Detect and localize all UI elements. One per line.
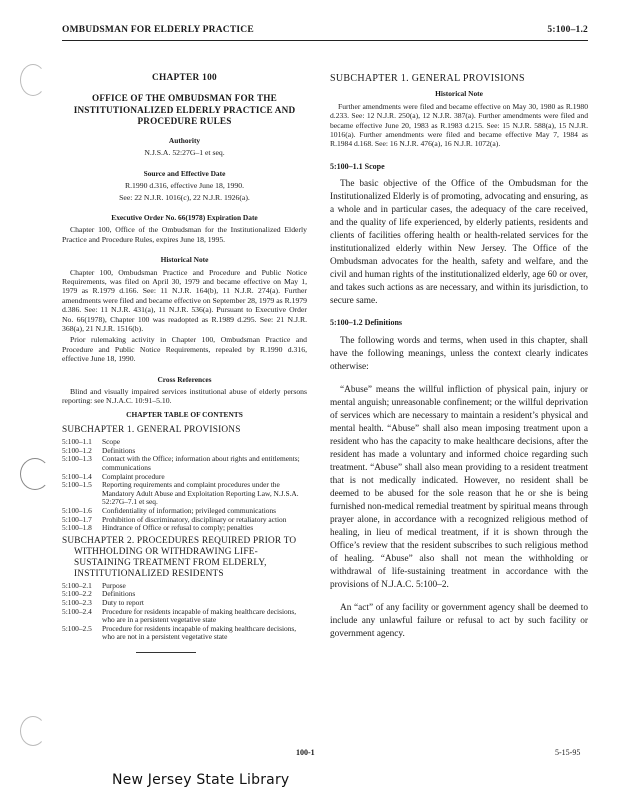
toc-entry-number: 5:100–1.5 xyxy=(62,480,92,490)
toc-entry-number: 5:100–1.1 xyxy=(62,437,92,447)
toc-subchapter-title: SUBCHAPTER 1. GENERAL PROVISIONS xyxy=(62,425,241,436)
toc-entry xyxy=(62,524,307,533)
toc-heading: CHAPTER TABLE OF CONTENTS xyxy=(126,409,243,419)
historical-note-heading: Historical Note xyxy=(160,255,209,265)
toc-entry-title: Definitions xyxy=(102,589,136,599)
toc-entry-title: Complaint procedure xyxy=(102,471,165,481)
toc-entry xyxy=(62,590,307,599)
left-column xyxy=(62,74,307,653)
toc-entry-number: 5:100–2.2 xyxy=(62,589,92,599)
section-heading-scope: 5:100–1.1 Scope xyxy=(330,161,385,171)
toc-entry-title: Definitions xyxy=(102,445,136,455)
historical-note-paragraph: Chapter 100, Ombudsman Practice and Procedure and Public Notice Requirements, was filed on April 30, 1979 and became effective on May 1, 1979 as R.1979 d.166. See: 11 N.J.R. 164(b), 11 N.J.R. 274(a). Further amendments were filed and became effective on September 28, 1979 as R.1979 d.386. See: 11 N.J.R. 431(a), 11 N.J.R. 536(a). Pursuant to Executive Order No. 66(1978), Chapter 100 was readopted as R.1989 d.295. See: 21 N.J.R. 368(a), 21 N.J.R. 1516(b). xyxy=(62,267,307,333)
punch-hole-mark xyxy=(20,64,46,96)
punch-hole-mark xyxy=(20,458,50,490)
toc-entry-title: Purpose xyxy=(102,580,126,590)
toc-entry xyxy=(62,582,307,591)
right-column xyxy=(330,74,588,651)
scope-paragraph: The basic objective of the Office of the Ombudsman for the Institutionalized Elderly is of promoting, advocating and ensuring, as a whole and in particular cases, the adequacy of the care received, and the quality of life experienced, by elderly patients, residents and clients of facilities offering health or health-related services for the institutionalized elderly within New Jersey. The Office of the Ombudsman advocates for the health, safety and welfare, and the civil and human rights of the institutionalized elderly, age 60 or over, and takes such actions as are necessary, and within its jurisdiction, to secure same. xyxy=(330,179,588,307)
definition-act: An “act” of any facility or government agency shall be deemed to include any unlawful failure or refusal to act by such facility or government agency. xyxy=(330,602,588,639)
running-header-title: OMBUDSMAN FOR ELDERLY PRACTICE xyxy=(62,25,254,35)
cross-references-text: Blind and visually impaired services institutional abuse of elderly persons reporting: see N.J.A.C. 10:91–5.10. xyxy=(62,387,307,406)
toc-entry-number: 5:100–2.1 xyxy=(62,580,92,590)
toc-entry-number: 5:100–1.4 xyxy=(62,471,92,481)
page-number: 100-1 xyxy=(296,748,315,757)
toc-entry xyxy=(62,608,307,625)
toc-entry-number: 5:100–2.5 xyxy=(62,623,92,633)
authority-text: N.J.S.A. 52:27G–1 et seq. xyxy=(144,148,225,158)
toc-entry-number: 5:100–1.6 xyxy=(62,506,92,515)
exec-order-heading: Executive Order No. 66(1978) Expiration Date xyxy=(111,212,258,222)
cross-references-heading: Cross References xyxy=(157,374,212,384)
toc-entry-title: Prohibition of discriminatory, disciplinary or retaliatory action xyxy=(102,514,287,524)
chapter-title: OFFICE OF THE OMBUDSMAN FOR THE INSTITUTIONALIZED ELDERLY PRACTICE AND PROCEDURE RULES xyxy=(73,93,296,127)
running-header-section: 5:100–1.2 xyxy=(547,25,588,35)
toc-entry-title: Procedure for residents incapable of making healthcare decisions, who are not in a persistent vegetative state xyxy=(102,623,297,642)
toc-entry xyxy=(62,481,307,507)
toc-entry xyxy=(62,455,307,472)
toc-entry-title: Contact with the Office; information about rights and entitlements; communications xyxy=(102,454,300,473)
toc-entry-title: Procedure for residents incapable of making healthcare decisions, who are in a persistent vegetative state xyxy=(102,606,297,625)
source-line: See: 22 N.J.R. 1016(c), 22 N.J.R. 1926(a). xyxy=(119,192,250,202)
chapter-number: CHAPTER 100 xyxy=(151,73,218,83)
toc-subchapter-title: SUBCHAPTER 2. PROCEDURES REQUIRED PRIOR TO WITHHOLDING OR WITHDRAWING LIFE-SUSTAINING TREATMENT FROM ELDERLY, INSTITUTIONALIZED RESIDENTS xyxy=(62,535,297,579)
source-heading: Source and Effective Date xyxy=(143,168,226,178)
toc-entry-number: 5:100–1.2 xyxy=(62,445,92,455)
toc-entry-number: 5:100–1.8 xyxy=(62,523,92,533)
definition-abuse: “Abuse” means the willful infliction of physical pain, injury or mental anguish; unreasonable confinement; or the willful deprivation of services which are necessary to maintain a resident’s physical and mental health. “Abuse” shall also mean imposing treatment upon a resident who has the capacity to make healthcare decisions, after the resident has made a voluntary and informed choice regarding such treatment. “Abuse” shall also mean providing to a resident treatment that is not medically indicated. However, no resident shall be deemed to be abused for the sole reason that he or she is being furnished non-medical remedial treatment by spiritual means through prayer alone, in accordance with a recognized religious method of healing, in lieu of medical treatment, if it is shown through the Office’s review that the resident subscribes to such religious method of healing. “Abuse” also shall not mean the withholding or withdrawal of life-sustaining treatment in accordance with the provisions of N.J.A.C. 5:100–2. xyxy=(330,384,588,590)
header-rule xyxy=(62,40,588,41)
toc-entry-title: Reporting requirements and complaint procedures under the Mandatory Adult Abuse and Exploitation Reporting Law, N.J.S.A. 52:27G–7.1 et seq. xyxy=(102,480,299,507)
toc-entry-title: Hindrance of Office or refusal to comply; penalties xyxy=(102,523,254,533)
toc-list xyxy=(62,438,307,533)
authority-heading: Authority xyxy=(168,135,201,145)
toc-entry-number: 5:100–1.7 xyxy=(62,514,92,524)
definitions-intro: The following words and terms, when used in this chapter, shall have the following meanings, unless the context clearly indicates otherwise: xyxy=(330,335,588,372)
end-rule xyxy=(136,652,196,653)
toc-entry-number: 5:100–2.4 xyxy=(62,606,92,616)
historical-note-heading: Historical Note xyxy=(435,89,483,99)
source-line: R.1990 d.316, effective June 18, 1990. xyxy=(125,181,244,191)
toc-list xyxy=(62,582,307,642)
historical-note-paragraph: Prior rulemaking activity in Chapter 100, Ombudsman Practice and Procedure and Public Notice Requirements, repealed by R.1990 d.316, effective June 18, 1990. xyxy=(62,335,307,364)
exec-order-text: Chapter 100, Office of the Ombudsman for the Institutionalized Elderly Practice and Procedure Rules, expires June 18, 1995. xyxy=(62,225,307,244)
toc-entry xyxy=(62,438,307,447)
toc-entry-title: Duty to report xyxy=(102,597,144,607)
subchapter-title: SUBCHAPTER 1. GENERAL PROVISIONS xyxy=(330,73,525,84)
section-heading-definitions: 5:100–1.2 Definitions xyxy=(330,318,402,328)
toc-entry-number: 5:100–1.3 xyxy=(62,454,92,464)
toc-entry-number: 5:100–2.3 xyxy=(62,597,92,607)
library-stamp: New Jersey State Library xyxy=(112,772,290,788)
punch-hole-mark xyxy=(20,716,46,746)
toc-entry-title: Confidentiality of information; privileged communications xyxy=(102,506,277,515)
toc-entry-title: Scope xyxy=(102,437,121,447)
toc-entry xyxy=(62,625,307,642)
page-date: 5-15-95 xyxy=(555,748,581,757)
historical-note-paragraph: Further amendments were filed and became effective on May 30, 1980 as R.1980 d.233. See: 12 N.J.R. 250(a), 12 N.J.R. 387(a). Further amendments were filed and became effective June 20, 1983 as R.1983 d.215. See: 15 N.J.R. 588(a), 15 N.J.R. 1016(a). Further amendments were filed and became effective May 7, 1984 as R.1984 d.168. See: 16 N.J.R. 476(a), 16 N.J.R. 1072(a). xyxy=(330,101,588,149)
